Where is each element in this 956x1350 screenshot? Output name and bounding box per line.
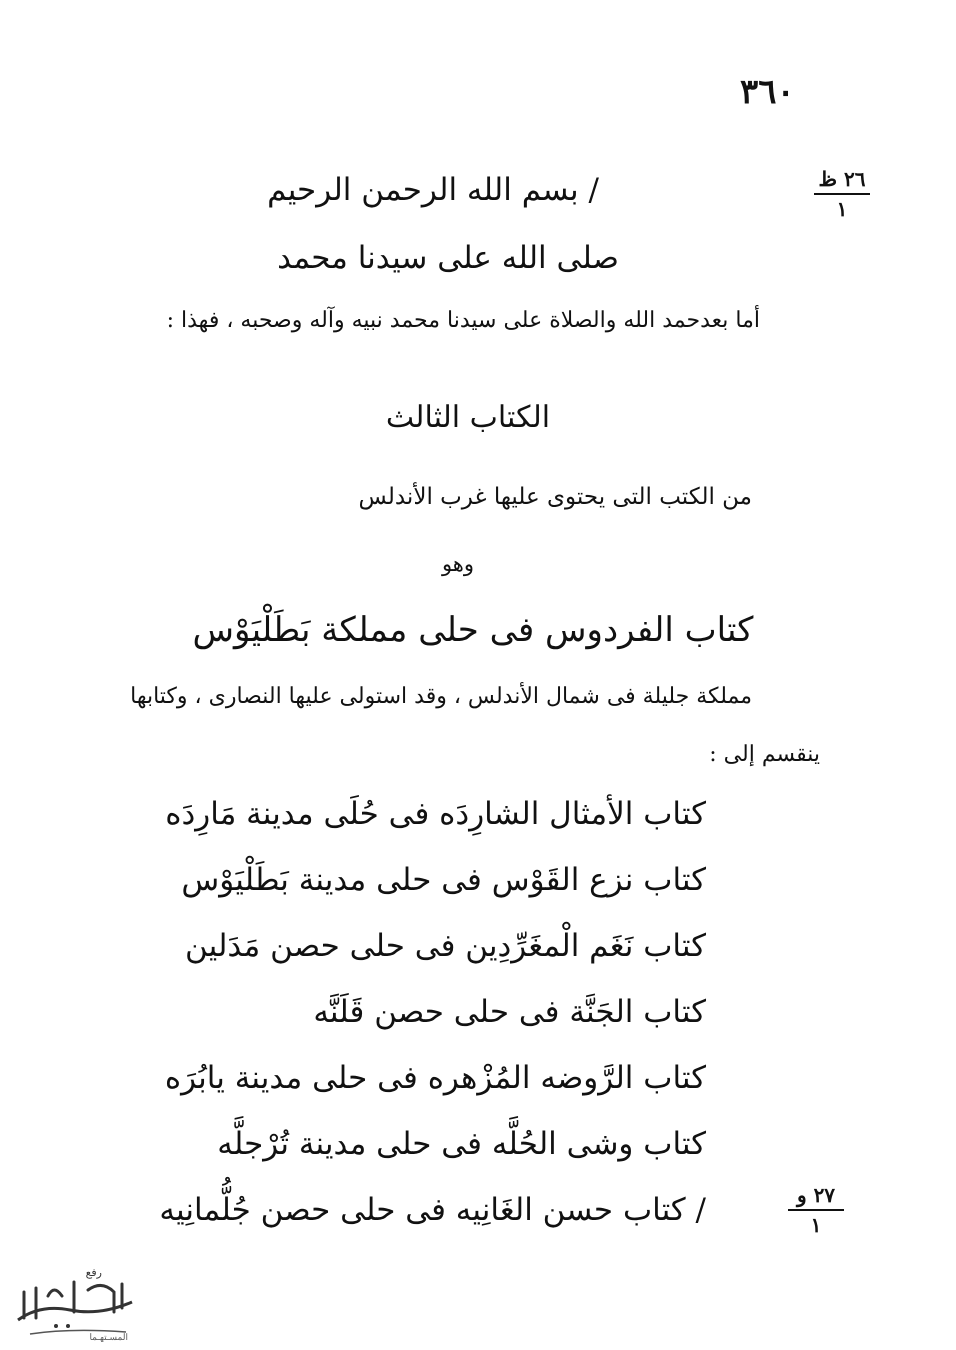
book-list-item: كتاب الأمثال الشارِدَه فى حُلَى مدينة مَارِدَه (165, 796, 706, 832)
library-seal-logo (10, 1262, 140, 1342)
basmala: / بسم الله الرحمن الرحيم (267, 172, 599, 208)
book-list-item: كتاب نَغَم الْمغَرِّدِين فى حلى حصن مَدَلين (185, 928, 706, 964)
folio-mark-bottom: ١ (810, 1213, 822, 1237)
seal-text: المسـتهـما (89, 1333, 128, 1342)
book-list-item: كتاب نزع القَوْس فى حلى مدينة بَطَلْيَوْس (181, 862, 706, 898)
book-list-item: كتاب وشى الحُلَّه فى حلى مدينة تُرْجلَّه (217, 1126, 706, 1162)
book-title: الكتاب الثالث (385, 400, 551, 435)
salawat: صلى الله على سيدنا محمد (277, 240, 619, 276)
seal-subtext: رفع (85, 1266, 102, 1279)
folio-mark-top: ٢٧ و (788, 1184, 844, 1211)
intro-line: أما بعدحمد الله والصلاة على سيدنا محمد نبيه وآله وصحبه ، فهذا : (166, 308, 760, 333)
folio-mark-top: ٢٦ ظ (814, 168, 870, 195)
seal-graphic (10, 1262, 140, 1342)
page-number: ٣٦٠ (740, 72, 795, 112)
book-list-item: كتاب الجَنَّة فى حلى حصن قَلَنَّه (313, 994, 706, 1030)
folio-mark-bottom: ١ (836, 197, 848, 221)
origin-line: من الكتب التى يحتوى عليها غرب الأندلس (358, 484, 752, 510)
main-title: كتاب الفردوس فى حلى مملكة بَطَلْيَوْس (192, 610, 754, 650)
book-list-item: كتاب الرَّوضه المُزْهره فى حلى مدينة يابُرَه (164, 1060, 706, 1096)
description-line: مملكة جليلة فى شمال الأندلس ، وقد استولى عليها النصارى ، وكتابها (130, 684, 752, 709)
folio-mark (788, 1184, 844, 1236)
book-list-item: / كتاب حسن الغَانِيه فى حلى حصن جُلُّمانِيه (159, 1192, 706, 1228)
wahuwa-line: وهو (441, 552, 475, 576)
description-line: ينقسم إلى : (709, 742, 820, 767)
